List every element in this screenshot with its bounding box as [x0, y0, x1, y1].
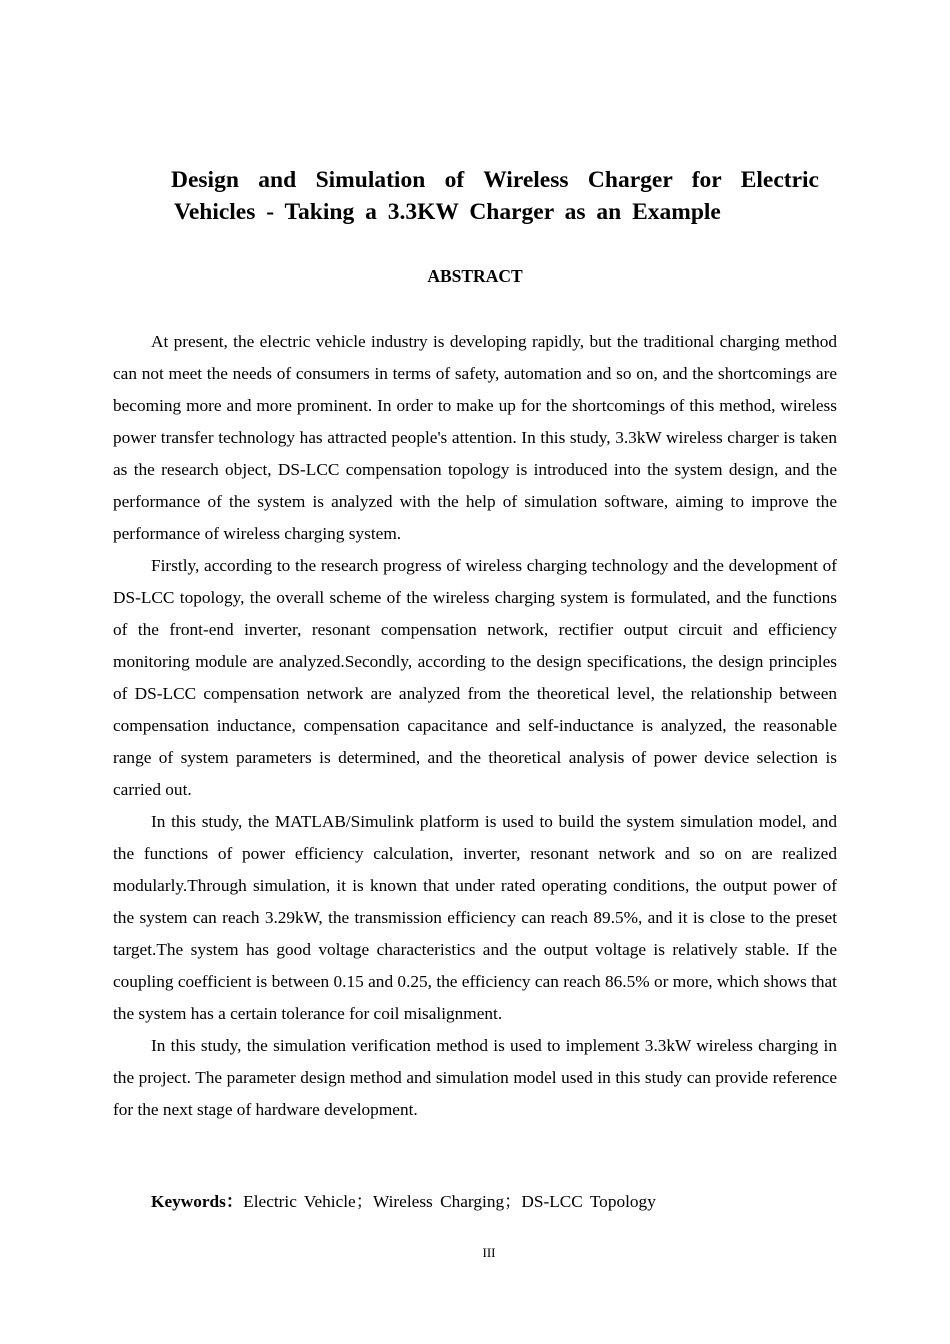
abstract-paragraph-3: In this study, the MATLAB/Simulink platform is used to build the system simulation model, and the functions of power efficiency calculation, inverter, resonant network and so on are realized modularly.Through simulation, it is known that under rated operating conditions, the output power of the system can reach 3.29kW, the transmission efficiency can reach 89.5%, and it is close to the preset target.The system has good voltage characteristics and the output voltage is relatively stable. If the coupling coefficient is between 0.15 and 0.25, the efficiency can reach 86.5% or more, which shows that the system has a certain tolerance for coil misalignment.: [113, 812, 837, 1023]
keywords-line: [151, 1186, 656, 1218]
title-line-2: Vehicles - Taking a 3.3KW Charger as an Example: [174, 199, 721, 225]
abstract-body: [113, 326, 837, 1126]
keywords-value: Electric Vehicle；Wireless Charging；DS-LCC Topology: [243, 1192, 656, 1211]
thesis-title: [171, 164, 819, 228]
abstract-paragraph-2: Firstly, according to the research progress of wireless charging technology and the development of DS-LCC topology, the overall scheme of the wireless charging system is formulated, and the functions of the front-end inverter, resonant compensation network, rectifier output circuit and efficiency monitoring module are analyzed.Secondly, according to the design specifications, the design principles of DS-LCC compensation network are analyzed from the theoretical level, the relationship between compensation inductance, compensation capacitance and self-inductance is analyzed, the reasonable range of system parameters is determined, and the theoretical analysis of power device selection is carried out.: [113, 556, 837, 799]
page-number: III: [482, 1245, 496, 1260]
keywords-label: Keywords：: [151, 1192, 244, 1211]
abstract-paragraph-4: In this study, the simulation verification method is used to implement 3.3kW wireless charging in the project. The parameter design method and simulation model used in this study can provide reference for the next stage of hardware development.: [113, 1036, 837, 1119]
abstract-paragraph-1: At present, the electric vehicle industry is developing rapidly, but the traditional charging method can not meet the needs of consumers in terms of safety, automation and so on, and the shortcomings are becoming more and more prominent. In order to make up for the shortcomings of this method, wireless power transfer technology has attracted people's attention. In this study, 3.3kW wireless charger is taken as the research object, DS-LCC compensation topology is introduced into the system design, and the performance of the system is analyzed with the help of simulation software, aiming to improve the performance of wireless charging system.: [113, 332, 837, 543]
title-line-1: Design and Simulation of Wireless Charger for Electric: [171, 167, 819, 193]
abstract-heading: ABSTRACT: [427, 266, 523, 286]
